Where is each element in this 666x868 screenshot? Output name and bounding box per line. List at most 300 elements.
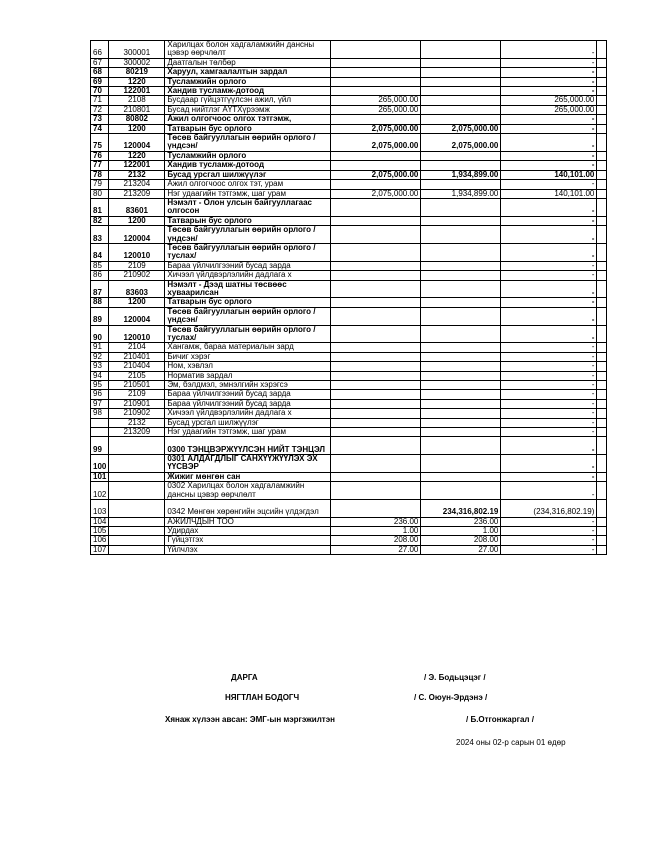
row-description: Нэг удаагийн тэтгэмж, шаг урам [165, 189, 331, 198]
row-number: 104 [91, 517, 109, 526]
row-amount-b [421, 482, 501, 500]
row-description: Удирдах [165, 526, 331, 535]
row-amount-c: (234,316,802.19) [501, 500, 597, 518]
row-description: Төсөв байгууллагын өөрийн орлого /туслах/ [165, 243, 331, 261]
row-description: Харилцах болон хадгаламжийн дансны цэвэр өөрчлөлт [165, 41, 331, 59]
table-row [91, 325, 607, 343]
row-code [109, 517, 165, 526]
table-row [91, 381, 607, 390]
row-description: Хичээл үйлдвэрлэлийн дадлага х [165, 271, 331, 280]
row-amount-c: - [501, 161, 597, 170]
row-amount-b [421, 280, 501, 298]
director-name: / Э. Бодьцэцэг / [424, 673, 486, 682]
row-description: Бусдаар гүйцэтгүүлсэн ажил, үйл [165, 96, 331, 105]
row-amount-b [421, 298, 501, 307]
row-number: 73 [91, 115, 109, 124]
row-amount-c: - [501, 418, 597, 427]
row-amount-c: - [501, 526, 597, 535]
row-amount-b [421, 77, 501, 86]
table-row [91, 472, 607, 481]
table-row [91, 216, 607, 225]
row-amount-a [331, 307, 421, 325]
table-row [91, 105, 607, 114]
row-amount-a [331, 399, 421, 408]
row-spacer [597, 68, 607, 77]
row-amount-a [331, 418, 421, 427]
table-row [91, 517, 607, 526]
row-amount-c: - [501, 124, 597, 133]
table-row [91, 151, 607, 160]
row-number: 87 [91, 280, 109, 298]
row-amount-a [331, 454, 421, 472]
row-code: 1200 [109, 298, 165, 307]
row-amount-a: 1.00 [331, 526, 421, 535]
row-number: 103 [91, 500, 109, 518]
table-row [91, 371, 607, 380]
row-amount-b: 208.00 [421, 536, 501, 545]
row-amount-c: - [501, 68, 597, 77]
row-amount-c: 265,000.00 [501, 105, 597, 114]
row-code: 210901 [109, 399, 165, 408]
row-spacer [597, 307, 607, 325]
row-number: 83 [91, 226, 109, 244]
row-number: 76 [91, 151, 109, 160]
row-code: 120004 [109, 226, 165, 244]
row-description: Бусад нийтлэг АҮТХүрээмж [165, 105, 331, 114]
row-amount-c: - [501, 115, 597, 124]
row-amount-a [331, 68, 421, 77]
row-amount-b [421, 151, 501, 160]
row-description: Төсөв байгууллагын өөрийн орлого /үндсэн/ [165, 134, 331, 152]
row-description: Бусад урсгал шилжүүлэг [165, 418, 331, 427]
row-spacer [597, 500, 607, 518]
row-number: 89 [91, 307, 109, 325]
row-spacer [597, 180, 607, 189]
table-row [91, 399, 607, 408]
report-table [90, 40, 607, 555]
row-code: 2132 [109, 418, 165, 427]
row-amount-b [421, 409, 501, 418]
row-amount-c: - [501, 180, 597, 189]
row-description: Ном, хэвлэл [165, 362, 331, 371]
row-amount-c: - [501, 261, 597, 270]
row-amount-a [331, 409, 421, 418]
table-row [91, 307, 607, 325]
row-amount-a [331, 180, 421, 189]
row-code [109, 536, 165, 545]
row-amount-b [421, 390, 501, 399]
row-number: 100 [91, 454, 109, 472]
row-code: 210801 [109, 105, 165, 114]
row-description: Бичиг хэрэг [165, 352, 331, 361]
table-row [91, 526, 607, 535]
row-number: 99 [91, 437, 109, 455]
row-amount-b [421, 58, 501, 67]
row-number: 82 [91, 216, 109, 225]
row-amount-b [421, 180, 501, 189]
row-description: 0302 Харилцах болон хадгаламжийн дансны цэвэр өөрчлөлт [165, 482, 331, 500]
row-code: 120010 [109, 325, 165, 343]
row-amount-a [331, 243, 421, 261]
row-amount-a [331, 352, 421, 361]
row-description: Ажил олгогчоос олгох тэтгэмж, [165, 115, 331, 124]
row-code: 120004 [109, 134, 165, 152]
row-number: 92 [91, 352, 109, 361]
row-amount-c: - [501, 536, 597, 545]
row-description: Нэмэлт - Дээд шатны төсвөөс хуваарилсан [165, 280, 331, 298]
row-description: Хандив тусламж-дотоод [165, 161, 331, 170]
row-amount-b [421, 381, 501, 390]
table-row [91, 428, 607, 437]
row-description: Бараа үйлчилгээний бусад зарда [165, 261, 331, 270]
row-amount-a: 2,075,000.00 [331, 124, 421, 133]
row-amount-a [331, 298, 421, 307]
row-spacer [597, 161, 607, 170]
row-code: 80219 [109, 68, 165, 77]
row-amount-c: - [501, 298, 597, 307]
row-description: Жижиг мөнгөн сан [165, 472, 331, 481]
row-spacer [597, 216, 607, 225]
row-amount-b: 234,316,802.19 [421, 500, 501, 518]
row-code: 210902 [109, 271, 165, 280]
row-spacer [597, 298, 607, 307]
row-number: 71 [91, 96, 109, 105]
row-spacer [597, 526, 607, 535]
row-amount-b [421, 243, 501, 261]
row-description: Бараа үйлчилгээний бусад зарда [165, 390, 331, 399]
row-code: 210501 [109, 381, 165, 390]
row-amount-c: - [501, 134, 597, 152]
table-row [91, 226, 607, 244]
row-code: 213209 [109, 428, 165, 437]
row-amount-c: - [501, 343, 597, 352]
table-row [91, 41, 607, 59]
table-row [91, 198, 607, 216]
row-amount-a [331, 325, 421, 343]
row-amount-a [331, 87, 421, 96]
row-code [109, 454, 165, 472]
row-code: 122001 [109, 87, 165, 96]
row-code: 210401 [109, 352, 165, 361]
row-description: Төсөв байгууллагын өөрийн орлого /үндсэн/ [165, 226, 331, 244]
row-amount-b: 1,934,899.00 [421, 170, 501, 179]
row-spacer [597, 381, 607, 390]
row-spacer [597, 454, 607, 472]
row-spacer [597, 134, 607, 152]
row-spacer [597, 472, 607, 481]
row-number: 81 [91, 198, 109, 216]
row-amount-c: - [501, 362, 597, 371]
row-code [109, 482, 165, 500]
row-amount-b [421, 226, 501, 244]
row-number: 67 [91, 58, 109, 67]
row-number: 66 [91, 41, 109, 59]
table-row [91, 124, 607, 133]
row-description: 0300 ТЭНЦВЭРЖҮҮЛСЭН НИЙТ ТЭНЦЭЛ [165, 437, 331, 455]
row-number: 105 [91, 526, 109, 535]
row-number: 107 [91, 545, 109, 554]
row-description: Үйлчлэх [165, 545, 331, 554]
row-description: Бусад урсгал шилжүүлэг [165, 170, 331, 179]
row-amount-c: - [501, 381, 597, 390]
row-amount-a [331, 115, 421, 124]
row-description: Норматив зардал [165, 371, 331, 380]
row-amount-c: - [501, 325, 597, 343]
row-amount-a [331, 151, 421, 160]
row-description: Хичээл үйлдвэрлэлийн дадлага х [165, 409, 331, 418]
table-row [91, 115, 607, 124]
row-amount-b [421, 161, 501, 170]
table-row [91, 58, 607, 67]
row-amount-a: 2,075,000.00 [331, 170, 421, 179]
row-amount-a: 2,075,000.00 [331, 134, 421, 152]
table-row [91, 161, 607, 170]
row-spacer [597, 325, 607, 343]
row-amount-a [331, 41, 421, 59]
row-number: 95 [91, 381, 109, 390]
table-row [91, 298, 607, 307]
row-spacer [597, 280, 607, 298]
row-spacer [597, 58, 607, 67]
table-row [91, 343, 607, 352]
row-amount-a [331, 362, 421, 371]
row-code: 83603 [109, 280, 165, 298]
row-amount-c: - [501, 454, 597, 472]
row-spacer [597, 390, 607, 399]
row-number: 84 [91, 243, 109, 261]
row-number: 94 [91, 371, 109, 380]
row-spacer [597, 189, 607, 198]
table-row [91, 536, 607, 545]
row-description: 0342 Мөнгөн хөрөнгийн эцсийн үлдэгдэл [165, 500, 331, 518]
row-description: Харуул, хамгаалалтын зардал [165, 68, 331, 77]
row-amount-a [331, 437, 421, 455]
row-number: 78 [91, 170, 109, 179]
row-number: 86 [91, 271, 109, 280]
row-number: 101 [91, 472, 109, 481]
row-spacer [597, 261, 607, 270]
row-amount-c: - [501, 243, 597, 261]
table-row [91, 362, 607, 371]
row-code [109, 545, 165, 554]
row-amount-a: 2,075,000.00 [331, 189, 421, 198]
row-amount-b [421, 418, 501, 427]
row-number: 72 [91, 105, 109, 114]
row-number: 79 [91, 180, 109, 189]
row-number: 70 [91, 87, 109, 96]
row-amount-c: - [501, 409, 597, 418]
row-spacer [597, 96, 607, 105]
row-description: АЖИЛЧДЫН ТОО [165, 517, 331, 526]
row-spacer [597, 517, 607, 526]
row-amount-a [331, 472, 421, 481]
row-amount-b [421, 271, 501, 280]
table-row [91, 77, 607, 86]
row-amount-b [421, 96, 501, 105]
row-amount-a [331, 58, 421, 67]
row-spacer [597, 226, 607, 244]
row-amount-c: 140,101.00 [501, 170, 597, 179]
row-spacer [597, 115, 607, 124]
table-row [91, 352, 607, 361]
row-amount-b [421, 105, 501, 114]
row-amount-c: - [501, 399, 597, 408]
table-row [91, 261, 607, 270]
row-amount-b [421, 437, 501, 455]
row-amount-b: 2,075,000.00 [421, 124, 501, 133]
row-code: 1200 [109, 124, 165, 133]
row-number: 85 [91, 261, 109, 270]
row-amount-c: - [501, 472, 597, 481]
row-amount-c: 265,000.00 [501, 96, 597, 105]
row-spacer [597, 77, 607, 86]
row-amount-a [331, 381, 421, 390]
row-amount-b [421, 325, 501, 343]
row-number: 98 [91, 409, 109, 418]
row-amount-c: - [501, 271, 597, 280]
table-row [91, 96, 607, 105]
row-description: Тусламжийн орлого [165, 77, 331, 86]
row-number: 91 [91, 343, 109, 352]
director-title: ДАРГА [231, 673, 258, 682]
row-description: 0301 АЛДАГДЛЫГ САНХҮҮЖҮҮЛЭХ ЭХ ҮҮСВЭР [165, 454, 331, 472]
row-number: 106 [91, 536, 109, 545]
row-description: Тусламжийн орлого [165, 151, 331, 160]
row-amount-a [331, 216, 421, 225]
row-amount-b [421, 41, 501, 59]
row-spacer [597, 362, 607, 371]
row-amount-b: 236.00 [421, 517, 501, 526]
row-amount-b: 27.00 [421, 545, 501, 554]
row-code [109, 526, 165, 535]
row-spacer [597, 87, 607, 96]
accountant-title: НЯГТЛАН БОДОГЧ [225, 693, 300, 702]
row-number: 96 [91, 390, 109, 399]
row-amount-a [331, 198, 421, 216]
row-amount-c: - [501, 151, 597, 160]
row-number: 93 [91, 362, 109, 371]
row-amount-a [331, 271, 421, 280]
row-number: 69 [91, 77, 109, 86]
row-description: Нэмэлт - Олон улсын байгууллагаас олгосон [165, 198, 331, 216]
row-amount-c: - [501, 280, 597, 298]
row-amount-c: - [501, 390, 597, 399]
row-code: 210902 [109, 409, 165, 418]
row-code: 120010 [109, 243, 165, 261]
row-amount-c: - [501, 226, 597, 244]
row-description: Хангамж, бараа материалын зард [165, 343, 331, 352]
table-row [91, 500, 607, 518]
row-amount-b [421, 472, 501, 481]
table-row [91, 545, 607, 554]
row-code: 80802 [109, 115, 165, 124]
row-amount-a [331, 343, 421, 352]
table-row [91, 454, 607, 472]
row-amount-a [331, 500, 421, 518]
row-code: 2132 [109, 170, 165, 179]
table-row [91, 87, 607, 96]
row-amount-c: - [501, 198, 597, 216]
row-number: 80 [91, 189, 109, 198]
row-number: 90 [91, 325, 109, 343]
row-spacer [597, 124, 607, 133]
row-amount-a [331, 261, 421, 270]
row-description: Төсөв байгууллагын өөрийн орлого /туслах/ [165, 325, 331, 343]
row-amount-c: - [501, 517, 597, 526]
row-spacer [597, 352, 607, 361]
row-description: Эм, бэлдмэл, эмнэлгийн хэрэгсэ [165, 381, 331, 390]
row-number [91, 418, 109, 427]
row-amount-b [421, 87, 501, 96]
row-description: Даатгалын төлбөр [165, 58, 331, 67]
row-code: 210404 [109, 362, 165, 371]
row-amount-b [421, 307, 501, 325]
row-spacer [597, 41, 607, 59]
row-code: 122001 [109, 161, 165, 170]
row-number: 74 [91, 124, 109, 133]
row-code [109, 500, 165, 518]
row-description: Нэг удаагийн тэтгэмж, шаг урам [165, 428, 331, 437]
row-amount-a [331, 226, 421, 244]
row-code [109, 472, 165, 481]
row-spacer [597, 482, 607, 500]
row-code: 1220 [109, 151, 165, 160]
row-description: Татварын бус орлого [165, 124, 331, 133]
row-spacer [597, 371, 607, 380]
row-code: 300001 [109, 41, 165, 59]
row-description: Татварын бус орлого [165, 216, 331, 225]
row-amount-a [331, 371, 421, 380]
row-amount-c: - [501, 41, 597, 59]
row-code: 83601 [109, 198, 165, 216]
row-amount-b [421, 68, 501, 77]
row-amount-b [421, 343, 501, 352]
row-spacer [597, 418, 607, 427]
row-spacer [597, 105, 607, 114]
row-amount-a [331, 428, 421, 437]
row-amount-b [421, 371, 501, 380]
row-number: 75 [91, 134, 109, 152]
row-amount-c: - [501, 216, 597, 225]
row-code: 2104 [109, 343, 165, 352]
row-amount-c: - [501, 77, 597, 86]
row-amount-c: - [501, 307, 597, 325]
row-code: 1220 [109, 77, 165, 86]
row-amount-b: 1,934,899.00 [421, 189, 501, 198]
row-description: Гүйцэтгэх [165, 536, 331, 545]
row-description: Татварын бус орлого [165, 298, 331, 307]
row-amount-a: 27.00 [331, 545, 421, 554]
row-description: Ажил олгогчоос олгох тэт, урам [165, 180, 331, 189]
reviewer-title: Хянаж хүлээн авсан: ЭМГ-ын мэргэжилтэн [165, 715, 335, 724]
row-number: 77 [91, 161, 109, 170]
row-spacer [597, 243, 607, 261]
row-spacer [597, 151, 607, 160]
row-code: 2108 [109, 96, 165, 105]
row-spacer [597, 343, 607, 352]
row-description: Хандив тусламж-дотоод [165, 87, 331, 96]
row-description: Төсөв байгууллагын өөрийн орлого /үндсэн/ [165, 307, 331, 325]
row-spacer [597, 536, 607, 545]
row-code: 213204 [109, 180, 165, 189]
row-amount-b [421, 454, 501, 472]
table-row [91, 180, 607, 189]
row-amount-a: 236.00 [331, 517, 421, 526]
row-code: 2105 [109, 371, 165, 380]
row-spacer [597, 428, 607, 437]
row-code: 2109 [109, 261, 165, 270]
row-amount-b: 2,075,000.00 [421, 134, 501, 152]
